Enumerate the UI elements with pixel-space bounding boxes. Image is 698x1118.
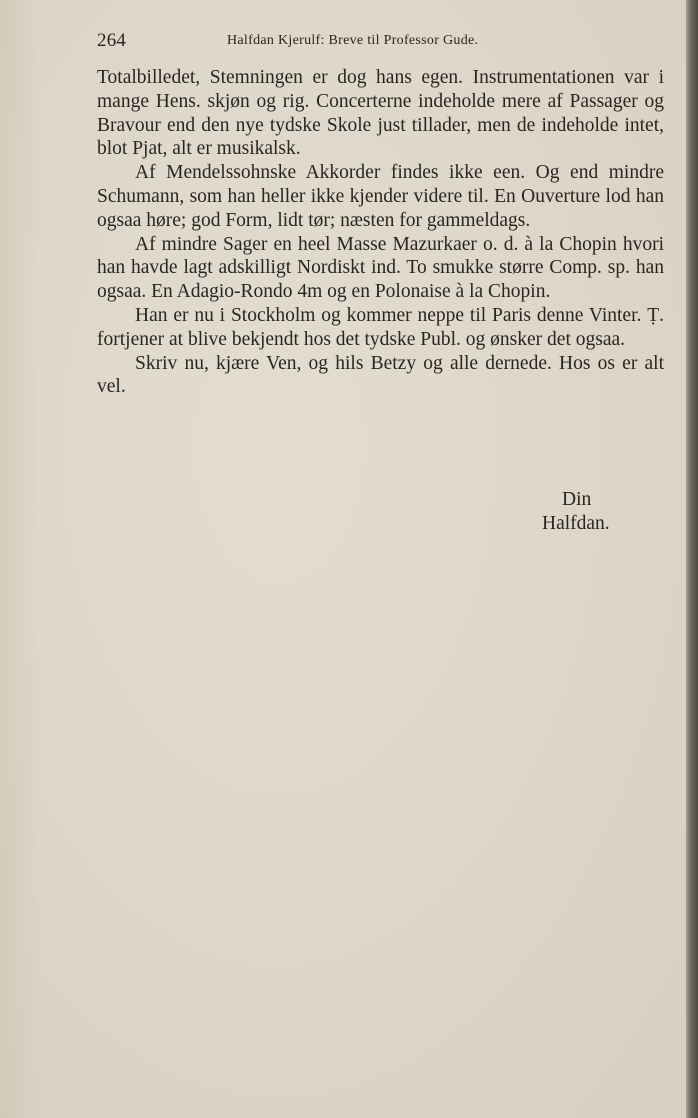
paragraph-4: Han er nu i Stockholm og kommer neppe til Paris denne Vinter. Ṭ. fortjener at blive bekjendt hos det tydske Publ. og ønsker det ogsaa. <box>97 304 664 350</box>
paragraph-2: Af Mendelssohnske Akkorder findes ikke een. Og end mindre Schumann, som han heller ikke kjender videre til. En Ouverture lod han ogsaa høre; god Form, lidt tør; næsten for gammeldags. <box>97 162 664 231</box>
page-header <box>97 30 657 54</box>
letter-body <box>97 66 664 534</box>
paragraph-1: Totalbilledet, Stemningen er dog hans egen. Instrumentationen var i mange Hens. skjøn og rig. Concerterne indeholde mere af Passager og Bravour end den nye tydske Skole just tillader, men de indeholde intet, blot Pjat, alt er musikalsk. <box>97 67 664 160</box>
paragraph-3: Af mindre Sager en heel Masse Mazurkaer o. d. à la Chopin hvori han havde lagt adskilligt Nordiskt ind. To smukke større Comp. sp. han ogsaa. En Adagio-Rondo 4m og en Polonaise à la Chopin. <box>97 233 664 303</box>
closing-din: Din <box>562 489 592 510</box>
signature-name: Halfdan. <box>542 513 610 534</box>
binding-edge-shadow <box>686 0 698 1118</box>
page-number: 264 <box>97 30 127 51</box>
paragraph-5: Skriv nu, kjære Ven, og hils Betzy og alle dernede. Hos os er alt vel. <box>97 352 664 398</box>
running-head: Halfdan Kjerulf: Breve til Professor Gude. <box>227 33 479 48</box>
